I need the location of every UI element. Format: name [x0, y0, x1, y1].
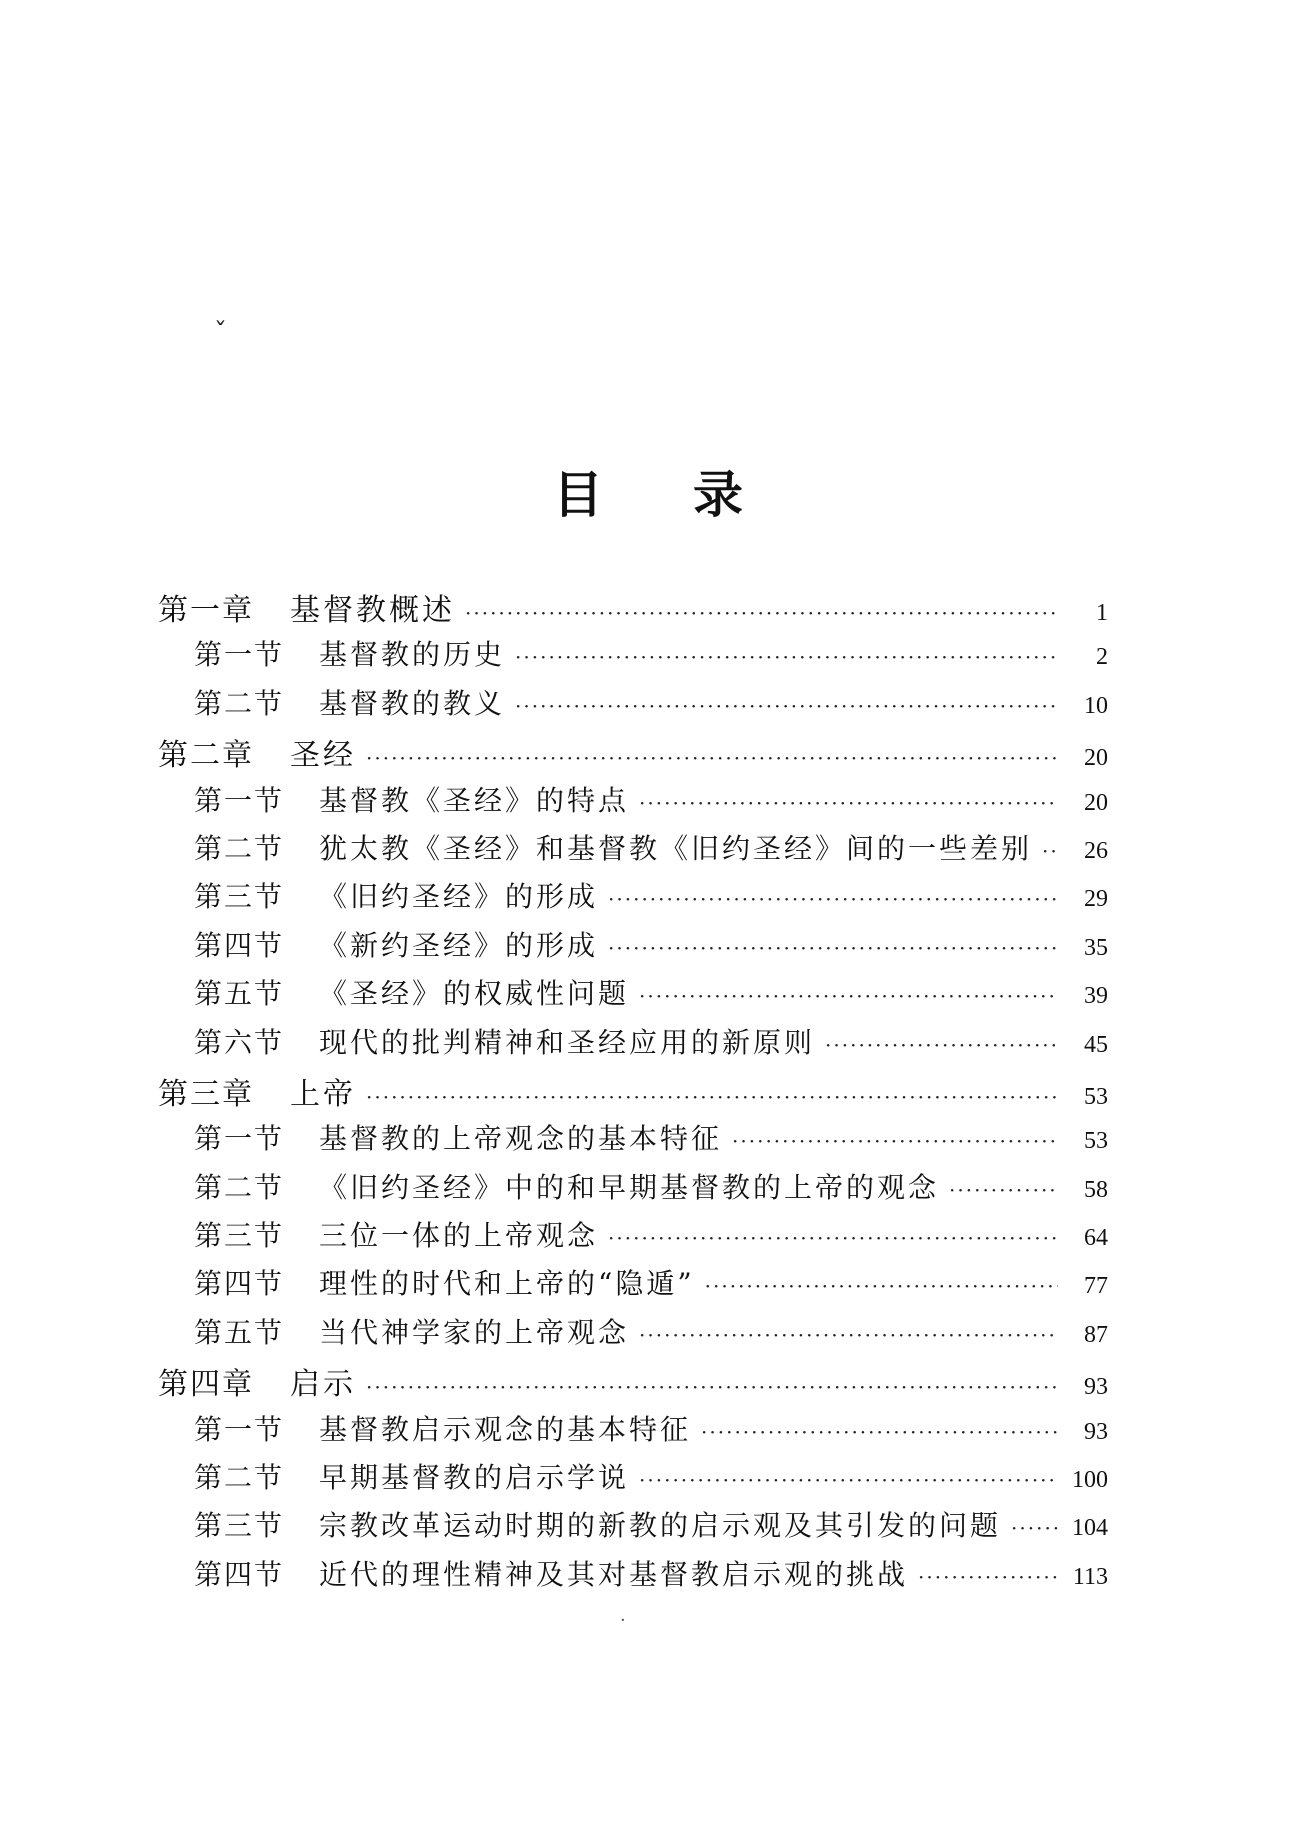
section-title: 基督教的上帝观念的基本特征 — [319, 1122, 723, 1156]
dot-leader — [825, 1033, 1058, 1057]
dot-leader — [366, 1085, 1058, 1109]
toc-section-row — [158, 1021, 1108, 1069]
section-number: 第三节 — [194, 880, 285, 914]
dot-leader — [639, 984, 1058, 1008]
page-number: 113 — [1072, 1563, 1108, 1590]
toc-section-row — [158, 1214, 1108, 1262]
dot-leader — [949, 1178, 1058, 1202]
dot-leader — [515, 645, 1058, 669]
dot-leader — [608, 936, 1058, 960]
section-number: 第四节 — [194, 1557, 285, 1591]
dot-leader — [639, 1468, 1058, 1492]
dot-leader — [608, 887, 1058, 911]
section-number: 第六节 — [194, 1025, 285, 1059]
section-title: 三位一体的上帝观念 — [319, 1219, 599, 1253]
dot-leader — [701, 1420, 1058, 1444]
section-number: 第一节 — [194, 1122, 285, 1156]
toc-section-row — [158, 1408, 1108, 1456]
chapter-number: 第三章 — [158, 1076, 254, 1112]
dot-leader — [918, 1565, 1058, 1589]
section-title: 现代的批判精神和圣经应用的新原则 — [319, 1025, 816, 1059]
section-number: 第二节 — [194, 686, 285, 720]
toc-chapter-row — [158, 1359, 1108, 1407]
toc-section-row — [158, 1117, 1108, 1165]
section-title: 基督教的教义 — [319, 686, 506, 720]
section-title: 基督教启示观念的基本特征 — [319, 1412, 692, 1446]
page-number: 64 — [1084, 1225, 1108, 1252]
toc-chapter-row — [158, 585, 1108, 633]
section-title: 《圣经》的权威性问题 — [319, 977, 630, 1011]
toc-section-row — [158, 1504, 1108, 1552]
chapter-number: 第四章 — [158, 1367, 254, 1403]
dot-leader — [366, 746, 1058, 770]
dot-leader — [732, 1129, 1058, 1153]
dot-leader — [1042, 839, 1058, 863]
page-number: 35 — [1084, 934, 1108, 961]
section-title: 早期基督教的启示学说 — [319, 1461, 630, 1495]
page-number: 104 — [1072, 1515, 1108, 1542]
page-number: 53 — [1084, 1083, 1108, 1110]
page-title: 目录 — [553, 466, 833, 524]
toc-section-row — [158, 875, 1108, 923]
page-number: 87 — [1084, 1321, 1108, 1348]
page-number: 29 — [1084, 886, 1108, 913]
section-title: 宗教改革运动时期的新教的启示观及其引发的问题 — [319, 1509, 1002, 1543]
chapter-title: 上帝 — [290, 1076, 356, 1112]
chapter-title: 基督教概述 — [290, 593, 455, 628]
section-title: 《旧约圣经》中的和早期基督教的上帝的观念 — [319, 1170, 940, 1204]
dot-leader — [639, 1323, 1058, 1347]
section-title: 近代的理性精神及其对基督教启示观的挑战 — [319, 1557, 909, 1591]
toc-section-row — [158, 1311, 1108, 1359]
page-number: 93 — [1084, 1374, 1108, 1401]
toc-section-row — [158, 1262, 1108, 1310]
chapter-number: 第二章 — [158, 738, 254, 774]
section-number: 第三节 — [194, 1509, 285, 1543]
toc-section-row — [158, 633, 1108, 681]
section-number: 第四节 — [194, 928, 285, 962]
dot-leader — [1011, 1516, 1058, 1540]
section-title: 《旧约圣经》的形成 — [319, 880, 599, 914]
toc-chapter-row — [158, 1069, 1108, 1117]
toc-section-row — [158, 1166, 1108, 1214]
page-number: 45 — [1084, 1031, 1108, 1058]
chapter-title: 启示 — [290, 1367, 356, 1403]
chapter-number: 第一章 — [158, 593, 254, 628]
toc-section-row — [158, 827, 1108, 875]
section-title: 当代神学家的上帝观念 — [319, 1315, 630, 1349]
dot-leader — [515, 694, 1058, 718]
stray-mark: ˇ — [214, 318, 227, 348]
page-number: 10 — [1084, 692, 1108, 719]
section-number: 第一节 — [194, 1412, 285, 1446]
section-title: 理性的时代和上帝的“隐遁” — [319, 1267, 695, 1301]
section-number: 第四节 — [194, 1267, 285, 1301]
toc-chapter-row — [158, 730, 1108, 778]
page-speck: · — [620, 1610, 626, 1631]
section-number: 第二节 — [194, 1170, 285, 1204]
page-number: 39 — [1084, 983, 1108, 1010]
table-of-contents — [158, 585, 1108, 1601]
dot-leader — [705, 1274, 1058, 1298]
page-number: 26 — [1084, 837, 1108, 864]
dot-leader — [465, 601, 1058, 625]
section-title: 基督教的历史 — [319, 638, 506, 672]
section-number: 第五节 — [194, 1315, 285, 1349]
page-number: 20 — [1084, 789, 1108, 816]
chapter-title: 圣经 — [290, 738, 356, 774]
section-title: 《新约圣经》的形成 — [319, 928, 599, 962]
toc-section-row — [158, 682, 1108, 730]
page-number: 77 — [1084, 1273, 1108, 1300]
page-number: 93 — [1084, 1418, 1108, 1445]
section-number: 第一节 — [194, 638, 285, 672]
section-number: 第三节 — [194, 1219, 285, 1253]
section-number: 第二节 — [194, 1461, 285, 1495]
page-number: 2 — [1096, 644, 1108, 671]
section-title: 基督教《圣经》的特点 — [319, 783, 630, 817]
section-title: 犹太教《圣经》和基督教《旧约圣经》间的一些差别 — [319, 831, 1033, 865]
toc-section-row — [158, 1456, 1108, 1504]
toc-section-row — [158, 779, 1108, 827]
page-number: 1 — [1096, 600, 1108, 626]
section-number: 第二节 — [194, 831, 285, 865]
section-number: 第五节 — [194, 977, 285, 1011]
toc-section-row — [158, 924, 1108, 972]
page-number: 100 — [1072, 1467, 1108, 1494]
page-number: 53 — [1084, 1128, 1108, 1155]
dot-leader — [366, 1375, 1058, 1399]
dot-leader — [608, 1226, 1058, 1250]
page-number: 20 — [1084, 745, 1108, 772]
toc-section-row — [158, 972, 1108, 1020]
dot-leader — [639, 791, 1058, 815]
section-number: 第一节 — [194, 783, 285, 817]
toc-section-row — [158, 1553, 1108, 1601]
page-number: 58 — [1084, 1176, 1108, 1203]
